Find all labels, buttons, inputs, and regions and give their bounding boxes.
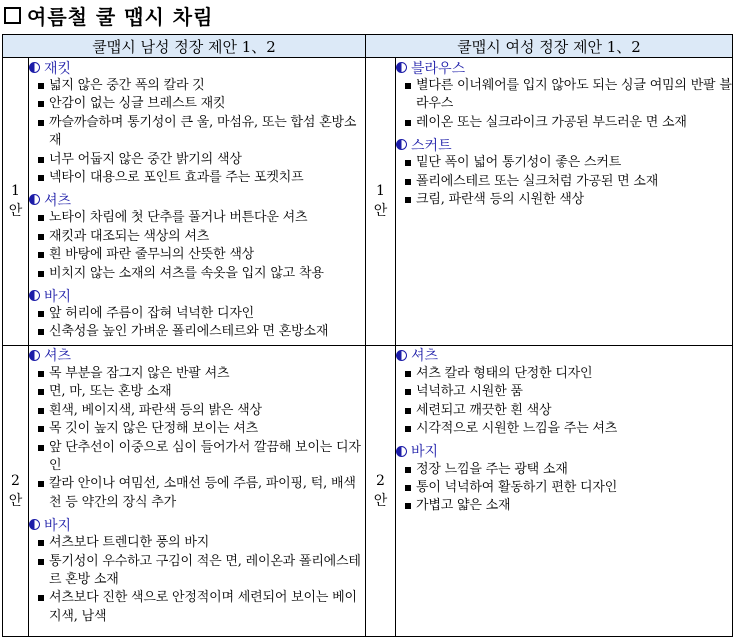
- list-item: 흰 바탕에 파란 줄무늬의 산뜻한 색상: [29, 246, 365, 264]
- list-item: 폴리에스테르 또는 실크처럼 가공된 면 소재: [396, 173, 732, 191]
- female-header: 쿨맵시 여성 정장 제안 1、2: [366, 35, 733, 58]
- garment-section: [396, 58, 732, 132]
- list-item: 비치지 않는 소재의 셔츠를 속옷을 입지 않고 착용: [29, 265, 365, 283]
- item-list: [29, 77, 365, 187]
- list-item: 레이온 또는 실크라이크 가공된 부드러운 면 소재: [396, 114, 732, 132]
- row-label: [3, 345, 29, 636]
- item-list: [396, 365, 732, 439]
- section-title: 셔츠: [411, 348, 439, 365]
- list-item: 넥타이 대용으로 포인트 효과를 주는 포켓치프: [29, 169, 365, 187]
- half-moon-bullet-icon: [396, 350, 407, 361]
- row-label-part: 2: [11, 472, 20, 489]
- section-title: 바지: [411, 444, 439, 460]
- list-item: 밑단 폭이 넓어 통기성이 좋은 스커트: [396, 154, 732, 172]
- section-heading: [29, 346, 365, 365]
- list-item: 목 깃이 높지 않은 단정해 보이는 셔츠: [29, 420, 365, 438]
- suggestion-table: [2, 34, 733, 637]
- half-moon-bullet-icon: [396, 62, 407, 73]
- list-item: 앞 허리에 주름이 잡혀 넉넉한 디자인: [29, 305, 365, 323]
- row-label: [366, 58, 396, 346]
- item-list: [396, 77, 732, 132]
- list-item: 노타이 차림에 첫 단추를 풀거나 버튼다운 셔츠: [29, 209, 365, 227]
- table-header-row: [3, 35, 733, 58]
- list-item: 흰색, 베이지색, 파란색 등의 밝은 색상: [29, 402, 365, 420]
- half-moon-bullet-icon: [29, 62, 40, 73]
- list-item: 까슬까슬하며 통기성이 큰 울, 마섬유, 또는 합섬 혼방소재: [29, 114, 365, 151]
- list-item: 크림, 파란색 등의 시원한 색상: [396, 191, 732, 209]
- list-item: 칼라 안이나 여밈선, 소매선 등에 주름, 파이핑, 턱, 배색천 등 약간의 장식 추가: [29, 475, 365, 512]
- list-item: 셔츠보다 진한 색으로 안정적이며 세련되어 보이는 베이지색, 남색: [29, 589, 365, 626]
- garment-section: [29, 190, 365, 283]
- list-item: 시각적으로 시원한 느낌을 주는 셔츠: [396, 420, 732, 438]
- half-moon-bullet-icon: [29, 194, 40, 205]
- item-list: [29, 534, 365, 626]
- list-item: 셔츠보다 트렌디한 풍의 바지: [29, 534, 365, 552]
- list-item: 신축성을 높인 가벼운 폴리에스테르와 면 혼방소재: [29, 323, 365, 341]
- list-item: 넉넉하고 시원한 품: [396, 383, 732, 401]
- row-label-part: 안: [373, 492, 388, 509]
- half-moon-bullet-icon: [29, 290, 40, 301]
- list-item: 재킷과 대조되는 색상의 셔츠: [29, 228, 365, 246]
- list-item: 면, 마, 또는 혼방 소재: [29, 383, 365, 401]
- half-moon-bullet-icon: [396, 446, 407, 457]
- section-title: 바지: [44, 288, 72, 305]
- item-list: [29, 209, 365, 283]
- section-heading: [29, 58, 365, 77]
- item-list: [29, 365, 365, 512]
- list-item: 가볍고 얇은 소재: [396, 497, 732, 515]
- checkbox-square-icon: [4, 7, 21, 24]
- list-item: 넓지 않은 중간 폭의 칼라 깃: [29, 77, 365, 95]
- section-title: 재킷: [44, 60, 72, 77]
- list-item: 너무 어둡지 않은 중간 밝기의 색상: [29, 151, 365, 169]
- section-title: 셔츠: [44, 348, 72, 365]
- garment-section: [29, 346, 365, 512]
- garment-section: [29, 286, 365, 342]
- item-list: [396, 154, 732, 209]
- section-title: 블라우스: [411, 60, 466, 77]
- page-title-block: [4, 2, 213, 28]
- row-label: [366, 345, 396, 636]
- list-item: 통기성이 우수하고 구김이 적은 면, 레이온과 폴리에스테르 혼방 소재: [29, 553, 365, 590]
- list-item: 목 부분을 잠그지 않은 반팔 셔츠: [29, 365, 365, 383]
- list-item: 별다른 이너웨어를 입지 않아도 되는 싱글 여밈의 반팔 블라우스: [396, 77, 732, 114]
- section-heading: [29, 190, 365, 209]
- list-item: 셔츠 칼라 형태의 단정한 디자인: [396, 365, 732, 383]
- table-row: [3, 345, 733, 636]
- male-suggestion-cell: [29, 345, 366, 636]
- list-item: 통이 넉넉하여 활동하기 편한 디자인: [396, 479, 732, 497]
- row-label: [3, 58, 29, 346]
- item-list: [29, 305, 365, 342]
- row-label-part: 2: [376, 472, 385, 489]
- section-heading: [29, 515, 365, 534]
- section-heading: [396, 442, 732, 461]
- table-row: [3, 58, 733, 346]
- list-item: 앞 단추선이 이중으로 심이 들어가서 깔끔해 보이는 디자인: [29, 439, 365, 476]
- garment-section: [396, 346, 732, 439]
- half-moon-bullet-icon: [396, 139, 407, 150]
- section-title: 바지: [44, 517, 72, 534]
- section-heading: [29, 286, 365, 305]
- row-label-part: 안: [8, 492, 23, 509]
- row-label-part: 안: [373, 203, 388, 220]
- section-title: 셔츠: [44, 192, 72, 209]
- half-moon-bullet-icon: [29, 519, 40, 530]
- row-label-part: 안: [8, 203, 23, 220]
- garment-section: [396, 135, 732, 209]
- page-title: 여름철 쿨 맵시 차림: [27, 4, 214, 29]
- female-suggestion-cell: [396, 345, 733, 636]
- half-moon-bullet-icon: [29, 350, 40, 361]
- list-item: 정장 느낌을 주는 광택 소재: [396, 461, 732, 479]
- section-heading: [396, 346, 732, 365]
- garment-section: [29, 58, 365, 187]
- list-item: 세련되고 깨끗한 흰 색상: [396, 402, 732, 420]
- list-item: 안감이 없는 싱글 브레스트 재킷: [29, 95, 365, 113]
- section-title: 스커트: [411, 137, 452, 154]
- male-header: 쿨맵시 남성 정장 제안 1、2: [3, 35, 366, 58]
- section-heading: [396, 135, 732, 154]
- female-suggestion-cell: [396, 58, 733, 346]
- male-suggestion-cell: [29, 58, 366, 346]
- section-heading: [396, 58, 732, 77]
- item-list: [396, 461, 732, 516]
- garment-section: [396, 442, 732, 516]
- garment-section: [29, 515, 365, 626]
- row-label-part: 1: [376, 183, 385, 200]
- row-label-part: 1: [11, 183, 20, 200]
